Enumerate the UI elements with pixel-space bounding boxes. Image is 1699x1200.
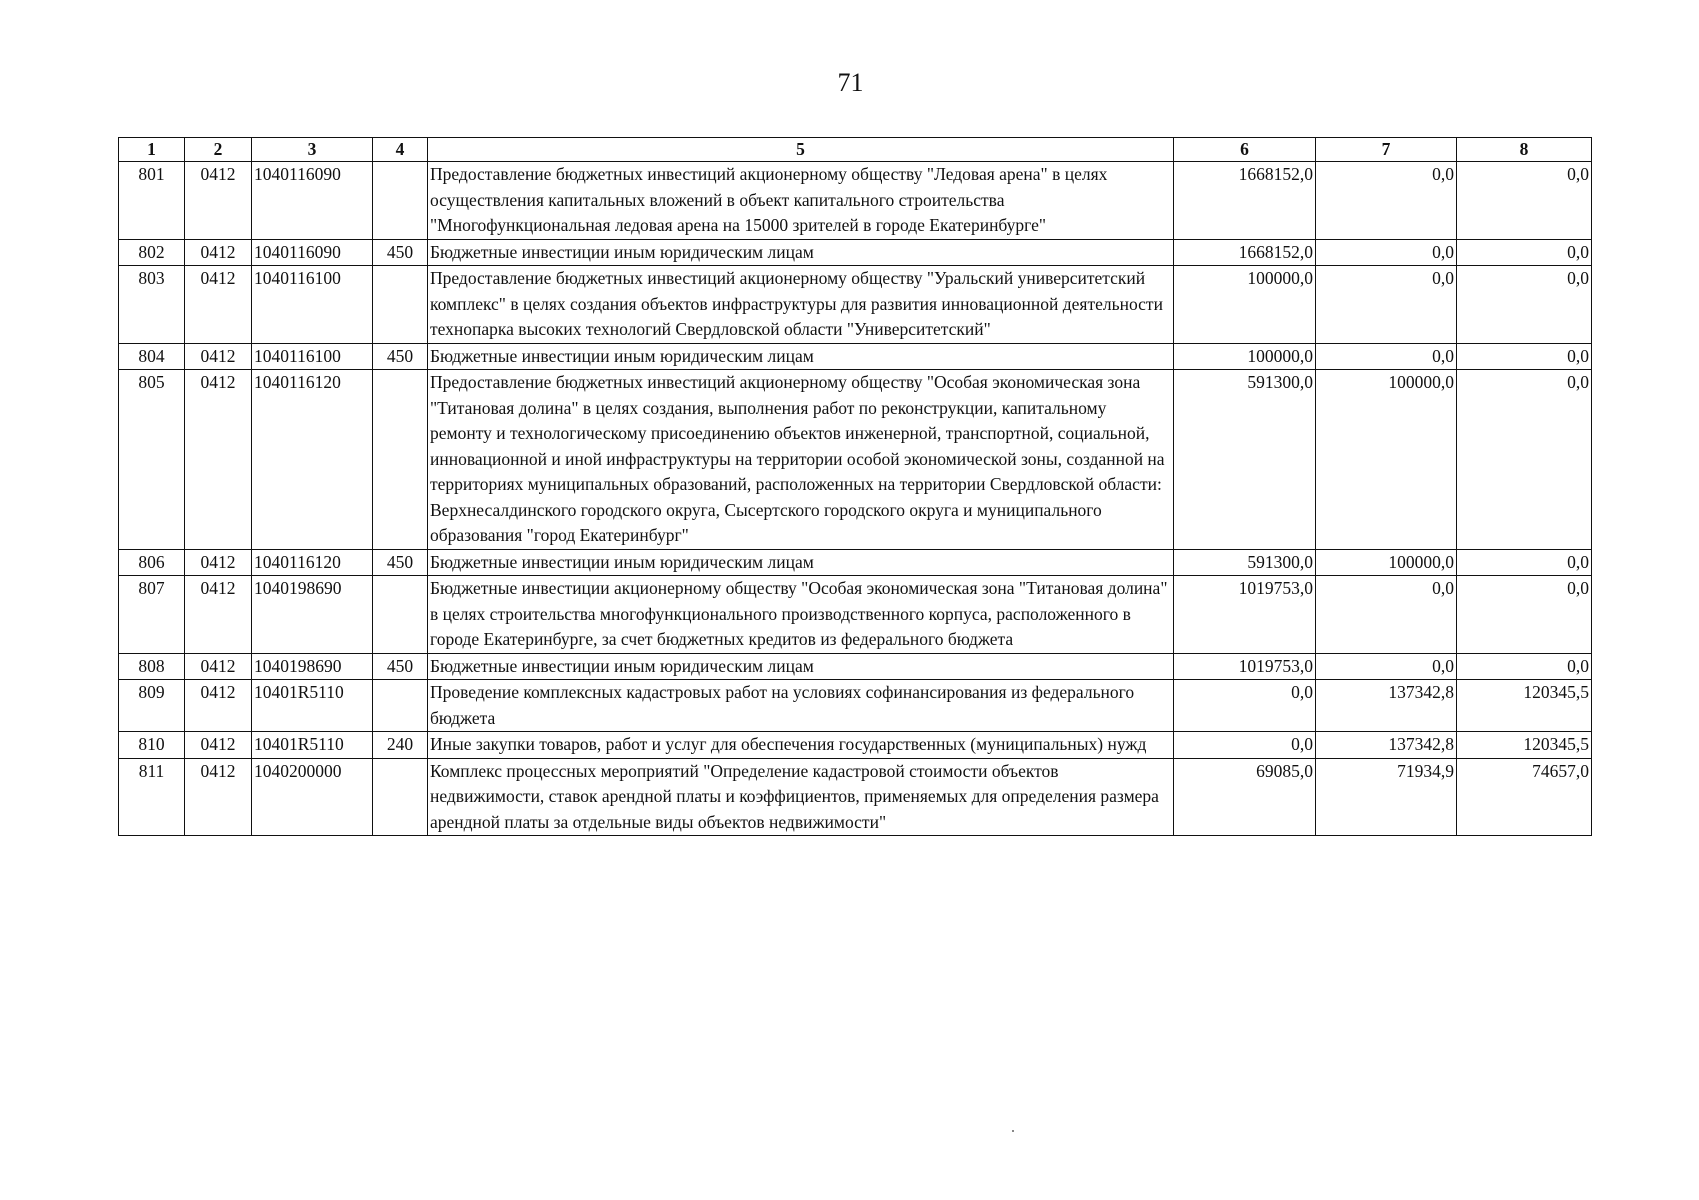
amount-col6-cell: 591300,0: [1174, 370, 1316, 550]
amount-col8-cell: 0,0: [1457, 370, 1592, 550]
table-row: [119, 343, 1592, 370]
row-number-cell: 809: [119, 680, 185, 732]
table-row: [119, 162, 1592, 240]
amount-col6-cell: 100000,0: [1174, 266, 1316, 344]
description-cell: Бюджетные инвестиции иным юридическим лицам: [428, 549, 1174, 576]
description-cell: Бюджетные инвестиции иным юридическим лицам: [428, 239, 1174, 266]
target-article-cell: 1040116100: [252, 343, 373, 370]
target-article-cell: 1040116090: [252, 162, 373, 240]
target-article-cell: 10401R5110: [252, 732, 373, 759]
amount-col7-cell: 0,0: [1316, 239, 1457, 266]
amount-col6-cell: 69085,0: [1174, 758, 1316, 836]
table-row: [119, 680, 1592, 732]
amount-col8-cell: 0,0: [1457, 576, 1592, 654]
table-row: [119, 370, 1592, 550]
description-cell: Иные закупки товаров, работ и услуг для обеспечения государственных (муниципальных) нужд: [428, 732, 1174, 759]
section-code-cell: 0412: [185, 758, 252, 836]
amount-col8-cell: 0,0: [1457, 266, 1592, 344]
expense-type-cell: 450: [373, 239, 428, 266]
amount-col7-cell: 0,0: [1316, 266, 1457, 344]
amount-col7-cell: 100000,0: [1316, 549, 1457, 576]
amount-col6-cell: 100000,0: [1174, 343, 1316, 370]
amount-col6-cell: 0,0: [1174, 680, 1316, 732]
description-cell: Предоставление бюджетных инвестиций акционерному обществу "Уральский университетский комплекс" в целях создания объектов инфраструктуры для развития инновационной деятельности технопарка высоких технологий Свердловской области "Университетский": [428, 266, 1174, 344]
description-cell: Предоставление бюджетных инвестиций акционерному обществу "Особая экономическая зона "Титановая долина" в целях создания, выполнения работ по реконструкции, капитальному ремонту и технологическому присоединению объектов инженерной, транспортной, социальной, инновационной и иной инфраструктуры на территории особой экономической зоны, созданной на территориях муниципальных образований, расположенных на территории Свердловской области: Верхнесалдинского городского округа, Сысертского городского округа и муниципального образования "город Екатеринбург": [428, 370, 1174, 550]
target-article-cell: 1040116120: [252, 370, 373, 550]
amount-col8-cell: 0,0: [1457, 239, 1592, 266]
amount-col8-cell: 0,0: [1457, 653, 1592, 680]
expense-type-cell: 450: [373, 653, 428, 680]
column-header: 4: [373, 138, 428, 162]
section-code-cell: 0412: [185, 239, 252, 266]
table-row: [119, 266, 1592, 344]
description-cell: Бюджетные инвестиции акционерному обществу "Особая экономическая зона "Титановая долина" в целях строительства многофункционального производственного корпуса, расположенного в городе Екатеринбурге, за счет бюджетных кредитов из федерального бюджета: [428, 576, 1174, 654]
target-article-cell: 1040200000: [252, 758, 373, 836]
row-number-cell: 806: [119, 549, 185, 576]
row-number-cell: 811: [119, 758, 185, 836]
section-code-cell: 0412: [185, 370, 252, 550]
table-row: [119, 653, 1592, 680]
section-code-cell: 0412: [185, 549, 252, 576]
scan-speck: [1012, 1130, 1014, 1132]
section-code-cell: 0412: [185, 162, 252, 240]
column-header: 1: [119, 138, 185, 162]
column-header: 2: [185, 138, 252, 162]
amount-col6-cell: 1019753,0: [1174, 576, 1316, 654]
row-number-cell: 808: [119, 653, 185, 680]
amount-col8-cell: 120345,5: [1457, 680, 1592, 732]
section-code-cell: 0412: [185, 576, 252, 654]
row-number-cell: 810: [119, 732, 185, 759]
expense-type-cell: [373, 758, 428, 836]
target-article-cell: 10401R5110: [252, 680, 373, 732]
amount-col8-cell: 0,0: [1457, 162, 1592, 240]
section-code-cell: 0412: [185, 732, 252, 759]
amount-col7-cell: 0,0: [1316, 653, 1457, 680]
section-code-cell: 0412: [185, 653, 252, 680]
table-header-row: [119, 138, 1592, 162]
table-row: [119, 758, 1592, 836]
description-cell: Комплекс процессных мероприятий "Определение кадастровой стоимости объектов недвижимости, ставок арендной платы и коэффициентов, применяемых для определения размера арендной платы за отдельные виды объектов недвижимости": [428, 758, 1174, 836]
amount-col6-cell: 591300,0: [1174, 549, 1316, 576]
amount-col7-cell: 100000,0: [1316, 370, 1457, 550]
row-number-cell: 801: [119, 162, 185, 240]
target-article-cell: 1040198690: [252, 576, 373, 654]
amount-col8-cell: 0,0: [1457, 343, 1592, 370]
target-article-cell: 1040116090: [252, 239, 373, 266]
target-article-cell: 1040116120: [252, 549, 373, 576]
table-row: [119, 549, 1592, 576]
target-article-cell: 1040198690: [252, 653, 373, 680]
amount-col7-cell: 0,0: [1316, 162, 1457, 240]
amount-col7-cell: 137342,8: [1316, 732, 1457, 759]
column-header: 7: [1316, 138, 1457, 162]
description-cell: Бюджетные инвестиции иным юридическим лицам: [428, 343, 1174, 370]
expense-type-cell: [373, 576, 428, 654]
amount-col8-cell: 74657,0: [1457, 758, 1592, 836]
section-code-cell: 0412: [185, 266, 252, 344]
target-article-cell: 1040116100: [252, 266, 373, 344]
description-cell: Бюджетные инвестиции иным юридическим лицам: [428, 653, 1174, 680]
expense-type-cell: [373, 162, 428, 240]
amount-col7-cell: 71934,9: [1316, 758, 1457, 836]
amount-col6-cell: 1019753,0: [1174, 653, 1316, 680]
amount-col6-cell: 1668152,0: [1174, 239, 1316, 266]
column-header: 8: [1457, 138, 1592, 162]
table-row: [119, 239, 1592, 266]
amount-col8-cell: 0,0: [1457, 549, 1592, 576]
budget-table: [118, 137, 1592, 836]
column-header: 6: [1174, 138, 1316, 162]
row-number-cell: 805: [119, 370, 185, 550]
amount-col6-cell: 1668152,0: [1174, 162, 1316, 240]
amount-col6-cell: 0,0: [1174, 732, 1316, 759]
description-cell: Предоставление бюджетных инвестиций акционерному обществу "Ледовая арена" в целях осуществления капитальных вложений в объект капитального строительства "Многофункциональная ледовая арена на 15000 зрителей в городе Екатеринбурге": [428, 162, 1174, 240]
table-row: [119, 732, 1592, 759]
expense-type-cell: 240: [373, 732, 428, 759]
table-row: [119, 576, 1592, 654]
column-header: 3: [252, 138, 373, 162]
expense-type-cell: 450: [373, 549, 428, 576]
amount-col8-cell: 120345,5: [1457, 732, 1592, 759]
row-number-cell: 802: [119, 239, 185, 266]
column-header: 5: [428, 138, 1174, 162]
row-number-cell: 807: [119, 576, 185, 654]
row-number-cell: 804: [119, 343, 185, 370]
page-number: 71: [837, 68, 864, 97]
expense-type-cell: [373, 266, 428, 344]
section-code-cell: 0412: [185, 343, 252, 370]
expense-type-cell: [373, 680, 428, 732]
expense-type-cell: 450: [373, 343, 428, 370]
description-cell: Проведение комплексных кадастровых работ на условиях софинансирования из федерального бюджета: [428, 680, 1174, 732]
amount-col7-cell: 137342,8: [1316, 680, 1457, 732]
amount-col7-cell: 0,0: [1316, 343, 1457, 370]
expense-type-cell: [373, 370, 428, 550]
section-code-cell: 0412: [185, 680, 252, 732]
amount-col7-cell: 0,0: [1316, 576, 1457, 654]
row-number-cell: 803: [119, 266, 185, 344]
